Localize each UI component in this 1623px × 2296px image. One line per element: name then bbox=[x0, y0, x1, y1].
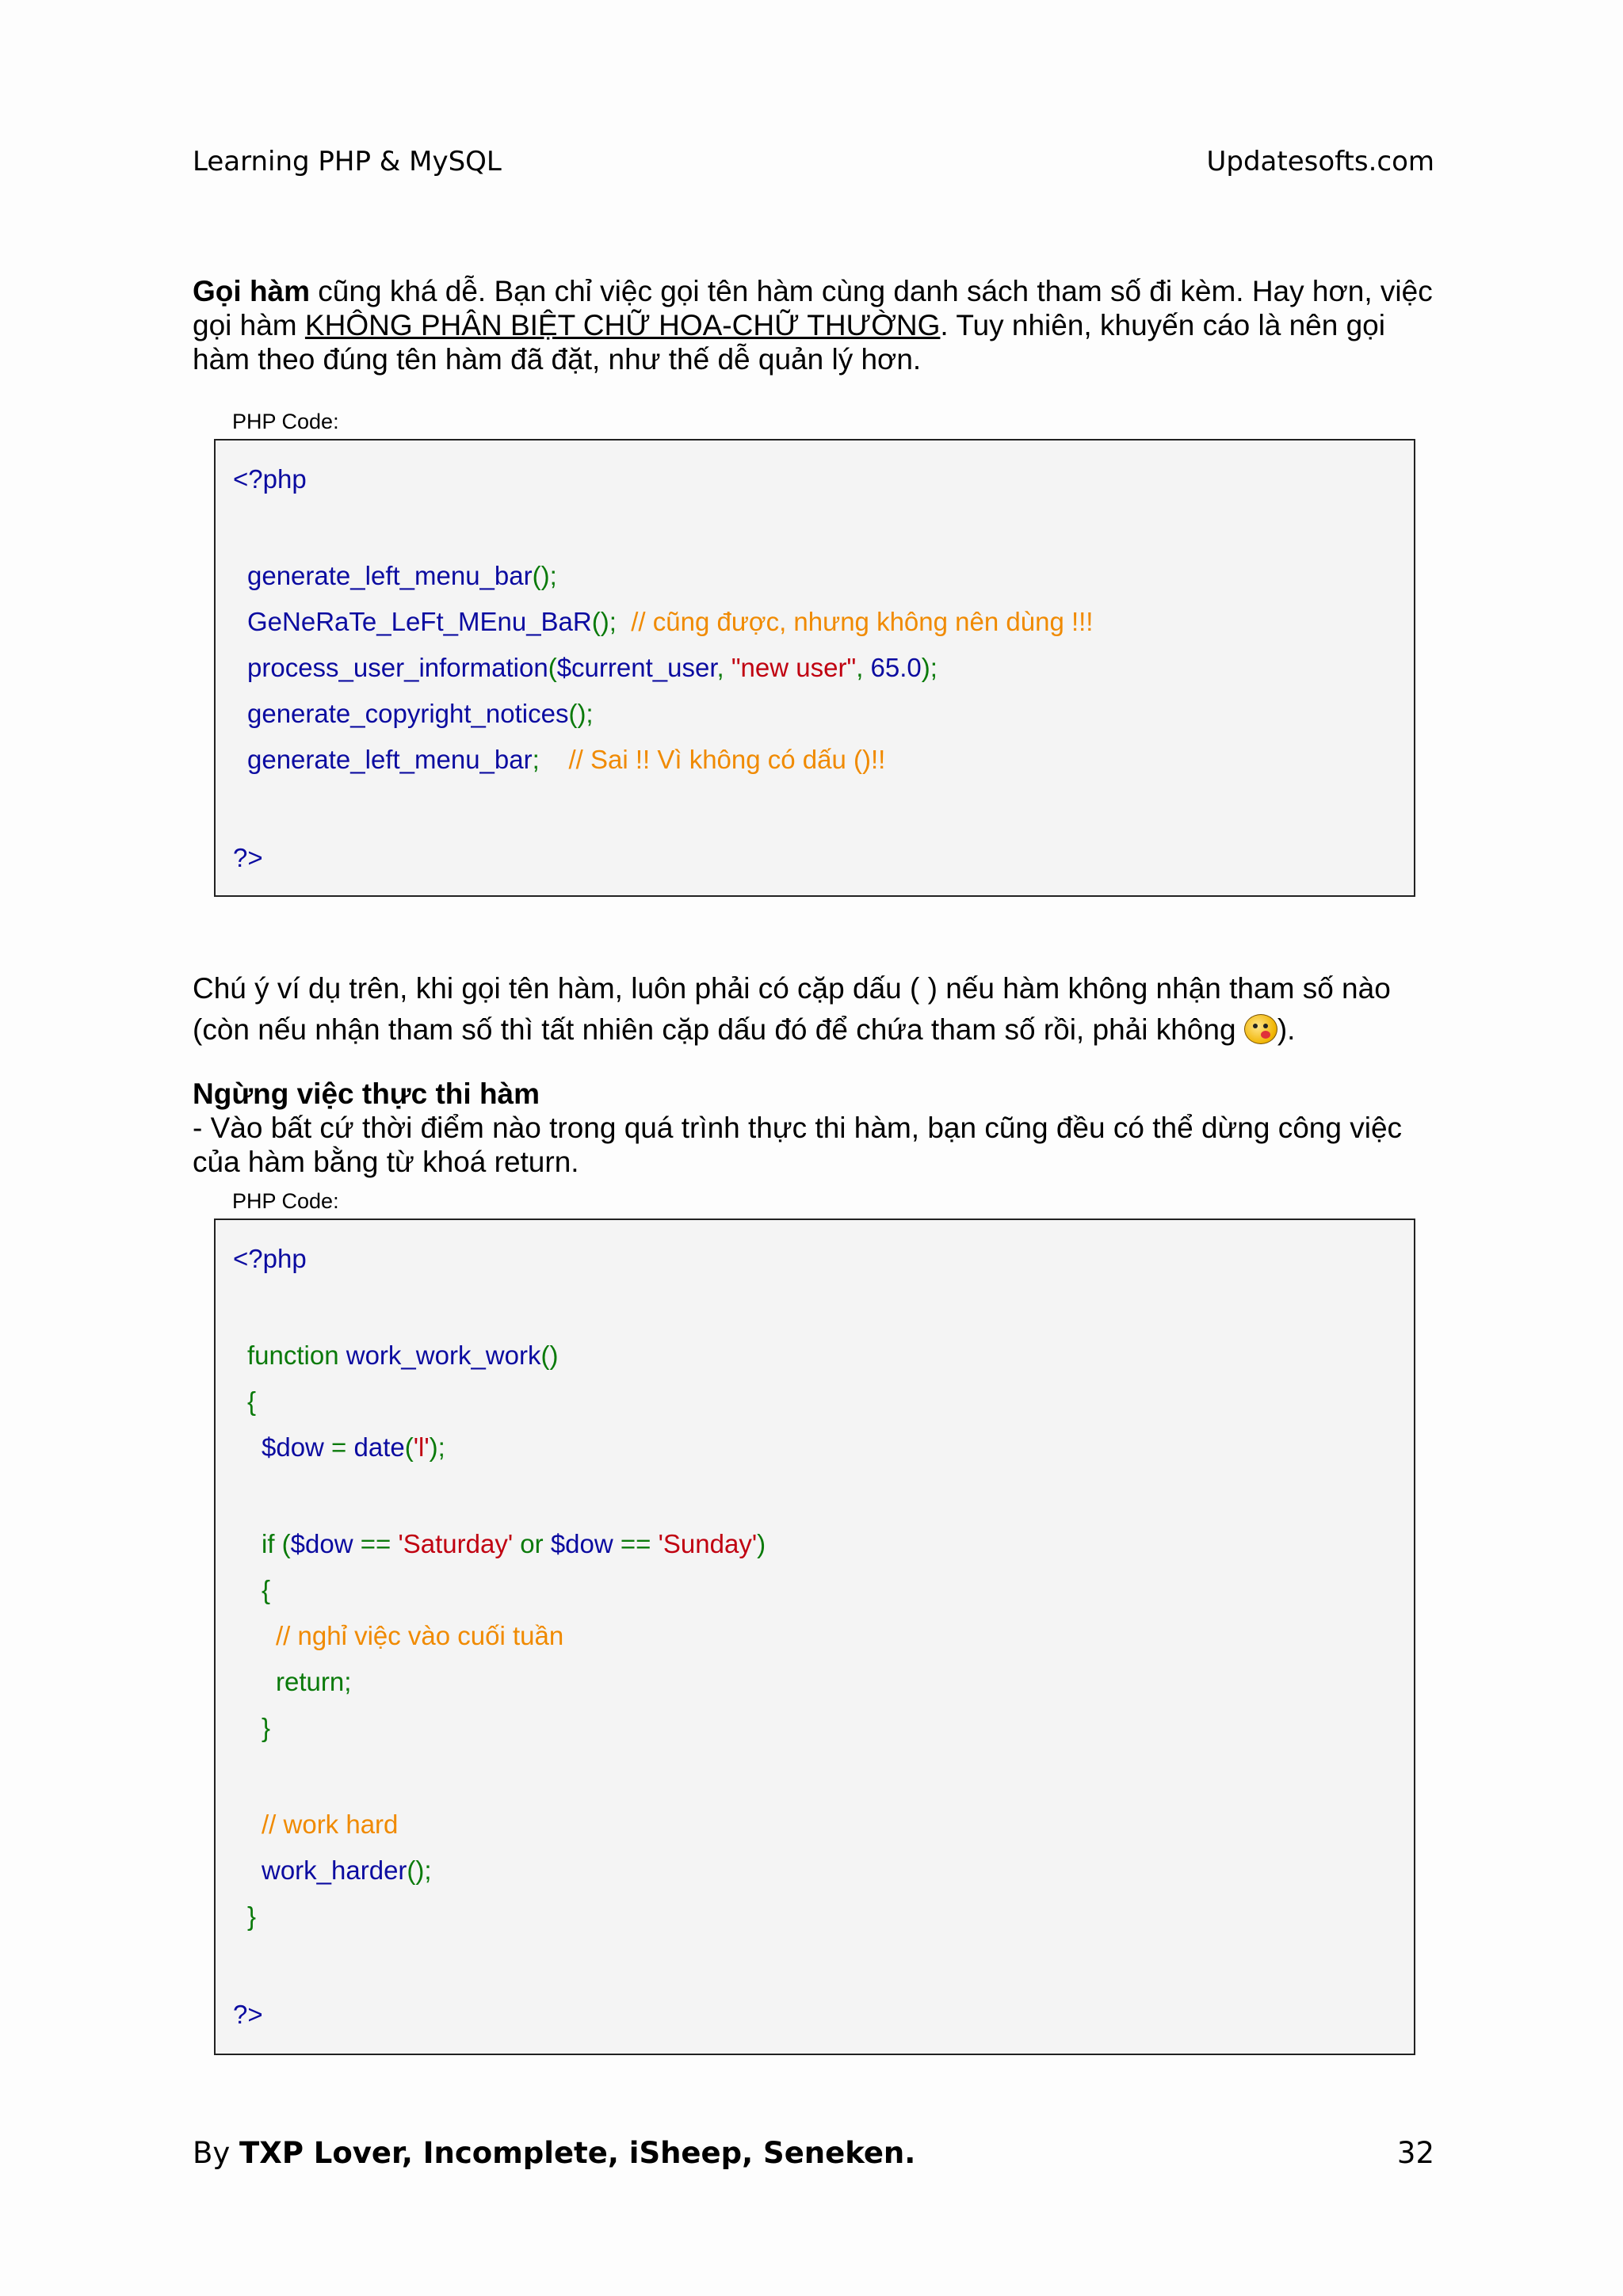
code1-line-1: generate_left_menu_bar(); bbox=[247, 561, 557, 590]
section-text: - Vào bất cứ thời điểm nào trong quá trình thực thi hàm, bạn cũng đều có thể dừng công việc của hàm bằng từ khoá return. bbox=[193, 1112, 1403, 1178]
code1-line-3: process_user_information($current_user, "new user", 65.0); bbox=[247, 653, 938, 682]
code2-line-10: work_harder(); bbox=[262, 1855, 432, 1885]
code1-line-4: generate_copyright_notices(); bbox=[247, 699, 594, 728]
section-title: Ngừng việc thực thi hàm bbox=[193, 1077, 540, 1110]
code2-line-7: return; bbox=[276, 1667, 352, 1696]
code1-line-2: GeNeRaTe_LeFt_MEnu_BaR(); // cũng được, nhưng không nên dùng !!! bbox=[247, 607, 1094, 636]
footer-credits bbox=[193, 2136, 915, 2170]
code2-line-4: if ($dow == 'Saturday' or $dow == 'Sunday') bbox=[262, 1529, 766, 1558]
section-block bbox=[193, 1077, 1445, 1179]
intro-bold: Gọi hàm bbox=[193, 275, 311, 307]
header-site: Updatesofts.com bbox=[1206, 146, 1434, 177]
code-block-2 bbox=[214, 1219, 1415, 2055]
code1-open-tag: <?php bbox=[233, 464, 307, 494]
intro-underlined: KHÔNG PHÂN BIỆT CHỮ HOA-CHỮ THƯỜNG bbox=[304, 309, 941, 341]
note-paragraph bbox=[193, 968, 1445, 1051]
code2-line-1: function work_work_work() bbox=[247, 1341, 559, 1370]
footer-by: By bbox=[193, 2136, 240, 2170]
note-end: ). bbox=[1277, 1013, 1296, 1046]
code1-label: PHP Code: bbox=[232, 410, 339, 433]
code1-line-5: generate_left_menu_bar; // Sai !! Vì không có dấu ()!! bbox=[247, 745, 886, 774]
code-block-1 bbox=[214, 439, 1415, 897]
intro-text-2: . Tuy nhiên, khuyến cáo là nên gọi hàm theo đúng tên hàm đã đặt, như thế dễ quản lý hơn. bbox=[193, 309, 1385, 376]
code2-line-8: } bbox=[262, 1713, 271, 1742]
code2-line-11: } bbox=[247, 1901, 257, 1931]
code2-line-3: $dow = date('l'); bbox=[262, 1432, 445, 1462]
code2-line-2: { bbox=[247, 1386, 257, 1416]
code2-line-9: // work hard bbox=[262, 1810, 399, 1839]
footer-authors: TXP Lover, Incomplete, iSheep, Seneken. bbox=[239, 2136, 916, 2170]
intro-paragraph bbox=[193, 274, 1445, 376]
header-title: Learning PHP & MySQL bbox=[193, 146, 502, 177]
code2-open-tag: <?php bbox=[233, 1244, 307, 1273]
page-number: 32 bbox=[1396, 2136, 1434, 2170]
note-text: Chú ý ví dụ trên, khi gọi tên hàm, luôn phải có cặp dấu ( ) nếu hàm không nhận tham số nào (còn nếu nhận tham số thì tất nhiên cặp dấu đó để chứa tham số rồi, phải không bbox=[193, 972, 1391, 1046]
code1-close-tag: ?> bbox=[233, 843, 263, 872]
intro-text-1: cũng khá dễ. Bạn chỉ việc gọi tên hàm cùng danh sách tham số đi kèm. Hay hơn, việc gọi hàm bbox=[193, 275, 1433, 341]
code2-line-6: // nghỉ việc vào cuối tuần bbox=[276, 1621, 564, 1650]
code2-label: PHP Code: bbox=[232, 1189, 339, 1213]
code2-close-tag: ?> bbox=[233, 2000, 263, 2029]
code2-line-5: { bbox=[262, 1575, 271, 1604]
smiley-icon bbox=[1244, 1014, 1277, 1044]
